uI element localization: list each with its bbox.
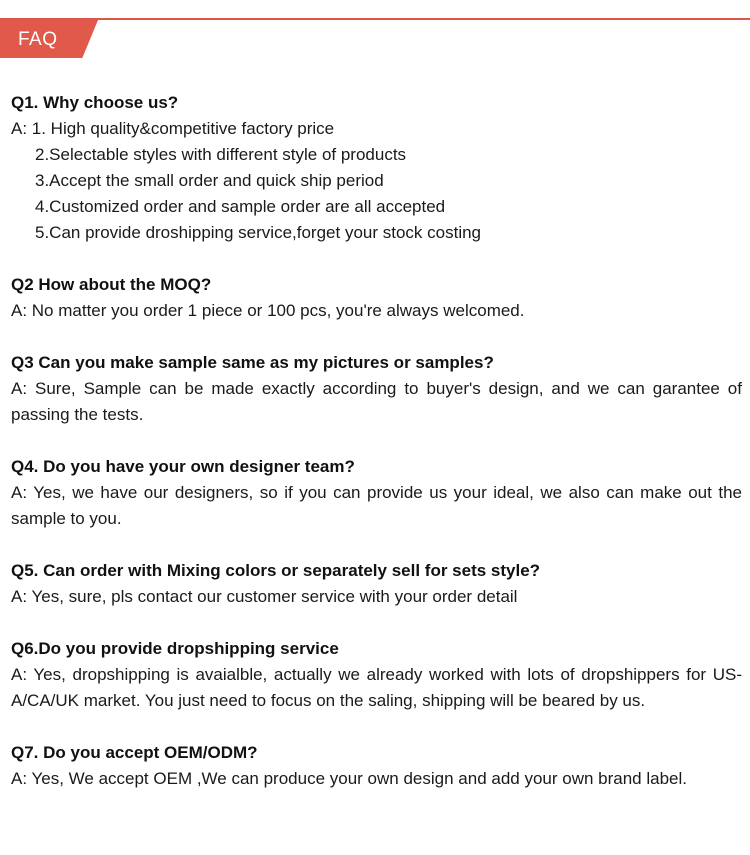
faq-question: Q4. Do you have your own designer team? [11, 457, 355, 476]
faq-answer-list-item: 2.Selectable styles with different style of products [35, 145, 407, 164]
faq-answer: A: Yes, dropshipping is avaialble, actually we already worked with lots of dropshippers for US-A/CA/UK market. You just need to focus on the saling, shipping will be beared by us. [11, 665, 742, 710]
faq-question: Q6.Do you provide dropshipping service [11, 639, 339, 658]
faq-list [11, 90, 742, 818]
faq-answer: A: Sure, Sample can be made exactly according to buyer's design, and we can garantee of passing the tests. [11, 379, 742, 424]
faq-answer: A: Yes, We accept OEM ,We can produce your own design and add your own brand label. [11, 769, 687, 788]
faq-item-2 [11, 272, 742, 324]
faq-item-6 [11, 636, 742, 714]
faq-question: Q5. Can order with Mixing colors or separately sell for sets style? [11, 561, 541, 580]
faq-header [0, 0, 750, 60]
faq-item-3 [11, 350, 742, 428]
faq-answer-list-item: 4.Customized order and sample order are all accepted [35, 197, 446, 216]
faq-question: Q3 Can you make sample same as my pictures or samples? [11, 353, 494, 372]
faq-answer-list-item: 5.Can provide droshipping service,forget your stock costing [35, 223, 482, 242]
faq-answer: A: 1. High quality&competitive factory price [11, 119, 335, 138]
faq-question: Q1. Why choose us? [11, 93, 179, 112]
faq-item-5 [11, 558, 742, 610]
faq-answer: A: Yes, we have our designers, so if you can provide us your ideal, we also can make out the sample to you. [11, 483, 742, 528]
faq-question: Q7. Do you accept OEM/ODM? [11, 743, 258, 762]
faq-answer: A: Yes, sure, pls contact our customer service with your order detail [11, 587, 518, 606]
faq-tab-label: FAQ [18, 29, 58, 50]
faq-item-1 [11, 90, 742, 246]
faq-item-7 [11, 740, 742, 792]
faq-question: Q2 How about the MOQ? [11, 275, 212, 294]
header-divider-line [0, 18, 750, 20]
faq-answer: A: No matter you order 1 piece or 100 pcs, you're always welcomed. [11, 301, 525, 320]
faq-item-4 [11, 454, 742, 532]
faq-answer-list-item: 3.Accept the small order and quick ship period [35, 171, 384, 190]
